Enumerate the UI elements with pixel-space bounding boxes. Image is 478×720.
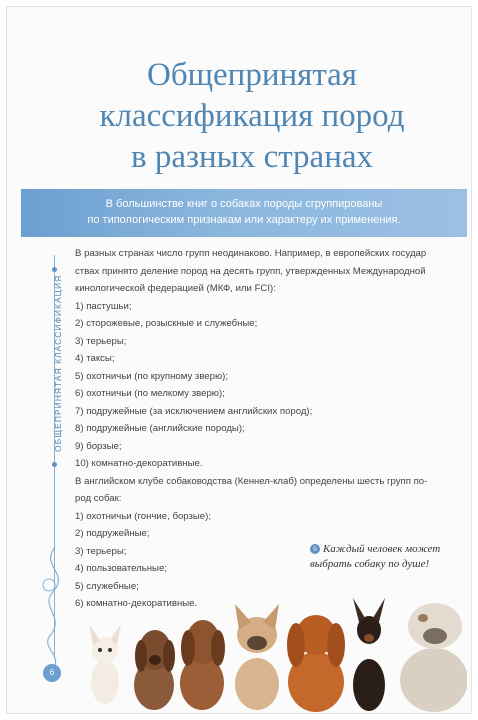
list-item: 10) комнатно-декоративные.: [75, 458, 203, 469]
fci-group-list: [75, 298, 467, 473]
page-number: 6: [43, 664, 61, 682]
intro-paragraph: [75, 245, 467, 298]
dog-dachshund-2: [180, 620, 225, 710]
list-item: 2) подружейные;: [75, 528, 150, 539]
intro-line-1: В разных странах число групп неодинаково. Например, в европейских государ: [75, 248, 427, 259]
title-line-2: классификация пород: [99, 98, 405, 134]
banner-line-2: по типологическим признакам или характеру их применения.: [87, 214, 401, 226]
kennel-intro-line-1: В английском клубе собаководства (Кеннел-клаб) определены шесть групп по-: [75, 475, 428, 487]
list-item: 6) комнатно-декоративные.: [75, 598, 198, 609]
list-item: 7) подружейные (за исключением английских пород);: [75, 405, 313, 417]
sidebar-dot-top: [52, 267, 57, 272]
list-item: 3) терьеры;: [75, 545, 127, 557]
list-item: 1) охотничьи (гончие, борзые);: [75, 510, 211, 522]
sidebar-section-label: ОБЩЕПРИНЯТАЯ КЛАССИФИКАЦИЯ: [53, 274, 63, 452]
caption-badge: 6: [310, 544, 320, 554]
kennel-intro-paragraph: [75, 473, 467, 508]
dog-french-bulldog: [235, 604, 279, 710]
list-item: 9) борзые;: [75, 440, 122, 452]
caption-line-2: выбрать собаку по душе!: [310, 558, 430, 570]
list-item: 6) охотничьи (по мелкому зверю);: [75, 388, 225, 399]
page-title: [47, 55, 457, 178]
dog-chihuahua: [89, 624, 121, 704]
dog-english-bulldog: [400, 603, 467, 712]
sidebar-dot-middle: [52, 462, 57, 467]
intro-banner: [21, 189, 467, 237]
kennel-intro-line-2: род собак:: [75, 493, 122, 504]
photo-caption: [310, 542, 470, 572]
dog-miniature-pinscher: [353, 598, 385, 711]
dogs-photo: [69, 590, 467, 713]
list-item: 2) сторожевые, розыскные и служебные;: [75, 318, 258, 329]
list-item: 1) пастушьи;: [75, 300, 132, 312]
title-line-3: в разных странах: [130, 139, 374, 175]
list-item: 5) охотничьи (по крупному зверю);: [75, 370, 229, 382]
list-item: 8) подружейные (английские породы);: [75, 423, 245, 434]
list-item: 4) таксы;: [75, 353, 115, 364]
book-page: [6, 6, 472, 714]
list-item: 3) терьеры;: [75, 335, 127, 347]
intro-line-2: ствах принято деление пород на десять групп, утвержденных Международной: [75, 265, 426, 277]
title-line-1: Общепринятая: [147, 57, 357, 93]
dog-spaniel: [287, 615, 345, 712]
intro-line-3: кинологической федерацией (МКФ, или FCI):: [75, 283, 276, 294]
list-item: 5) служебные;: [75, 580, 139, 592]
dog-dachshund: [134, 630, 175, 710]
banner-line-1: В большинстве книг о собаках породы сгруппированы: [105, 198, 383, 210]
caption-line-1: Каждый человек может: [323, 543, 441, 555]
list-item: 4) пользовательные;: [75, 563, 167, 574]
